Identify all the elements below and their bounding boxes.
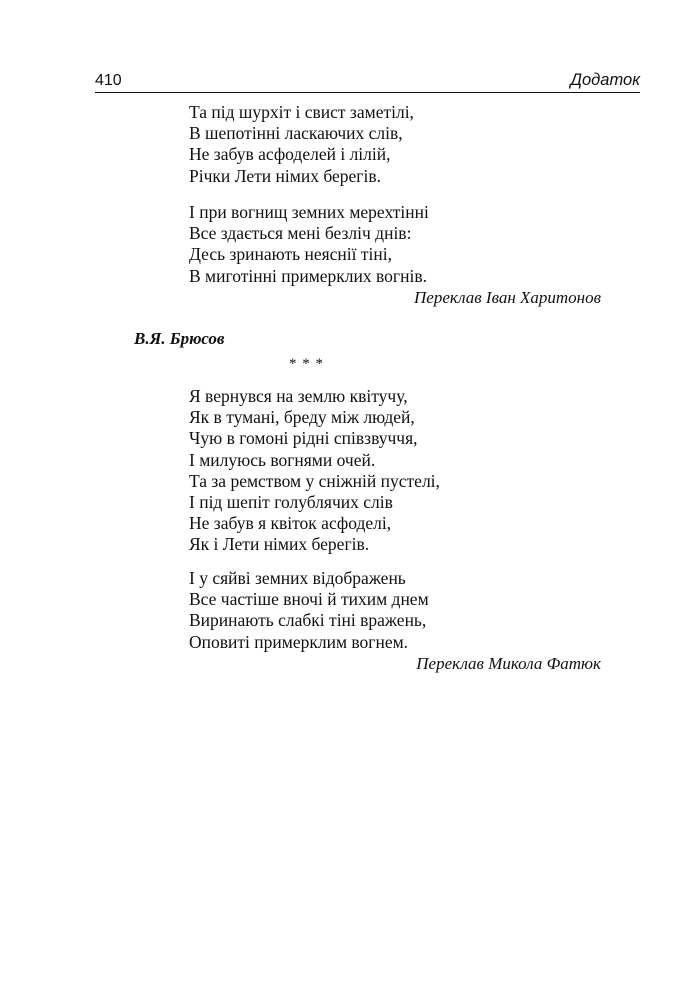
poem-line: Не забув асфоделей і лілій, — [189, 144, 391, 165]
poem-line: Все здається мені безліч днів: — [189, 223, 412, 244]
poem1-stanza1 — [189, 102, 414, 187]
poem-line: Я вернувся на землю квітучу, — [189, 386, 408, 406]
poem-line: Річки Лети німих берегів. — [189, 165, 381, 186]
poem-line: Оповиті примерклим вогнем. — [189, 631, 409, 652]
poem-line: Як і Лети німих берегів. — [189, 534, 370, 555]
poem-line: Та під шурхіт і свист заметілі, — [189, 102, 414, 122]
poem-line: Виринають слабкі тіні вражень, — [189, 610, 427, 631]
translator-credit: Переклав Іван Харитонов — [414, 288, 601, 307]
poem-line: І у сяйві земних відображень — [189, 568, 406, 588]
poem-line: Все частіше вночі й тихим днем — [189, 589, 429, 610]
poem-line: І милуюсь вогнями очей. — [189, 449, 376, 470]
section-asterisks: * * * — [289, 356, 324, 372]
poem2-stanza1 — [189, 386, 440, 556]
poem-line: В шепотінні ласкаючих слів, — [189, 123, 403, 144]
poem-line: Не забув я квіток асфоделі, — [189, 513, 392, 534]
poem-line: В миготінні примерклих вогнів. — [189, 265, 427, 286]
running-title: Додаток — [570, 71, 640, 89]
poem-line: Як в тумані, бреду між людей, — [189, 407, 415, 428]
poem2-stanza2 — [189, 568, 429, 653]
translator-credit: Переклав Микола Фатюк — [416, 654, 601, 673]
author-heading: В.Я. Брюсов — [134, 329, 225, 348]
poem-line: Та за ремством у сніжній пустелі, — [189, 470, 440, 491]
page-number: 410 — [95, 72, 122, 89]
poem-line: І при вогнищ земних мерехтінні — [189, 202, 429, 222]
page-header — [95, 70, 640, 93]
poem-line: Десь зринають неяснії тіні, — [189, 244, 393, 265]
poem-line: Чую в гомоні рідні співзвуччя, — [189, 428, 418, 449]
poem1-stanza2 — [189, 202, 429, 287]
poem-line: І під шепіт голублячих слів — [189, 492, 393, 513]
